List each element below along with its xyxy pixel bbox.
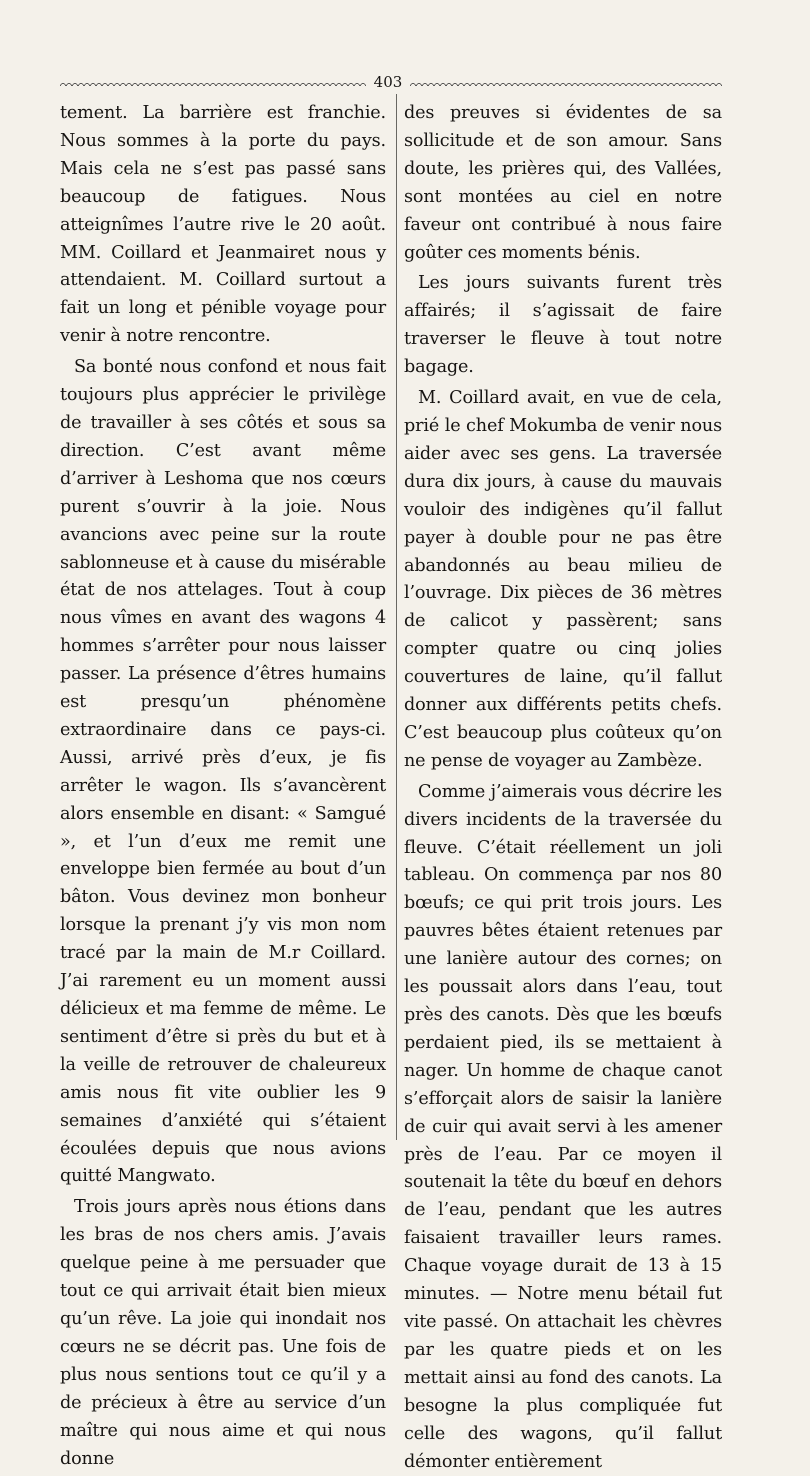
paragraph: Les jours suivants furent très affairés; il s’agissait de faire traverser le fleuve à tout notre bagage. — [404, 273, 722, 378]
header-ornament-left — [60, 80, 366, 86]
page-header — [60, 72, 722, 94]
paragraph: Sa bonté nous confond et nous fait toujours plus apprécier le privilège de travailler à ses côtés et sous sa direction. C’est avant même d’arriver à Leshoma que nos cœurs purent s’ouvrir à la joie. Nous avancions avec peine sur la route sablonneuse et à cause du misérable état de nos attelages. Tout à coup nous vîmes en avant des wagons 4 hommes s’arrêter pour nous laisser passer. La présence d’êtres humains est presqu’un phénomène extraordinaire dans ce pays-ci. Aussi, arrivé près d’eux, je fis arrêter le wagon. Ils s’avancèrent alors ensemble en disant: « Samgué », et l’un d’eux me remit une enveloppe bien fermée au bout d’un bâton. Vous devinez mon bonheur lorsque la prenant j’y vis mon nom tracé par la main de M.r Coillard. J’ai rarement eu un moment aussi délicieux et ma femme de même. Le sentiment d’être si près du but et à la veille de retrouver de chaleureux amis nous fit vite oublier les 9 semaines d’anxiété qui s’étaient écoulées depuis que nous avions quitté Mangwato. — [60, 357, 386, 1187]
right-column — [404, 100, 722, 1476]
page-number: 403 — [373, 73, 403, 91]
paragraph: tement. La barrière est franchie. Nous sommes à la porte du pays. Mais cela ne s’est pas passé sans beaucoup de fatigues. Nous atteignîmes l’autre rive le 20 août. MM. Coillard et Jeanmairet nous y attendaient. M. Coillard surtout a fait un long et pénible voyage pour venir à notre rencontre. — [60, 103, 386, 347]
header-ornament-right — [410, 80, 722, 86]
paragraph: des preuves si évidentes de sa sollicitude et de son amour. Sans doute, les prières qui, des Vallées, sont montées au ciel en notre faveur ont contribué à nous faire goûter ces moments bénis. — [404, 103, 722, 263]
column-divider — [396, 94, 397, 1140]
paragraph: Trois jours après nous étions dans les bras de nos chers amis. J’avais quelque peine à me persuader que tout ce qui arrivait était bien mieux qu’un rêve. La joie qui inondait nos cœurs ne se décrit pas. Une fois de plus nous sentions tout ce qu’il y a de précieux à être au service d’un maître qui nous aime et qui nous donne — [60, 1197, 386, 1469]
paragraph: M. Coillard avait, en vue de cela, prié le chef Mokumba de venir nous aider avec ses gens. La traversée dura dix jours, à cause du mauvais vouloir des indigènes qu’il fallut payer à double pour ne pas être abandonnés au beau milieu de l’ouvrage. Dix pièces de 36 mètres de calicot y passèrent; sans compter quatre ou cinq jolies couvertures de laine, qu’il fallut donner aux différents petits chefs. C’est beaucoup plus coûteux qu’on ne pense de voyager au Zambèze. — [404, 388, 722, 771]
left-column — [60, 100, 386, 1473]
paragraph: Comme j’aimerais vous décrire les divers incidents de la traversée du fleuve. C’était réellement un joli tableau. On commença par nos 80 bœufs; ce qui prit trois jours. Les pauvres bêtes étaient retenues par une lanière autour des cornes; on les poussait alors dans l’eau, tout près des canots. Dès que les bœufs perdaient pied, ils se mettaient à nager. Un homme de chaque canot s’efforçait alors de saisir la lanière de cuir qui avait servi à les amener près de l’eau. Par ce moyen il soutenait la tête du bœuf en dehors de l’eau, pendant que les autres faisaient travailler leurs rames. Chaque voyage durait de 13 à 15 minutes. — Notre menu bétail fut vite passé. On attachait les chèvres par les quatre pieds et on les mettait ainsi au fond des canots. La besogne la plus compliquée fut celle des wagons, qu’il fallut démonter entièrement — [404, 781, 722, 1472]
